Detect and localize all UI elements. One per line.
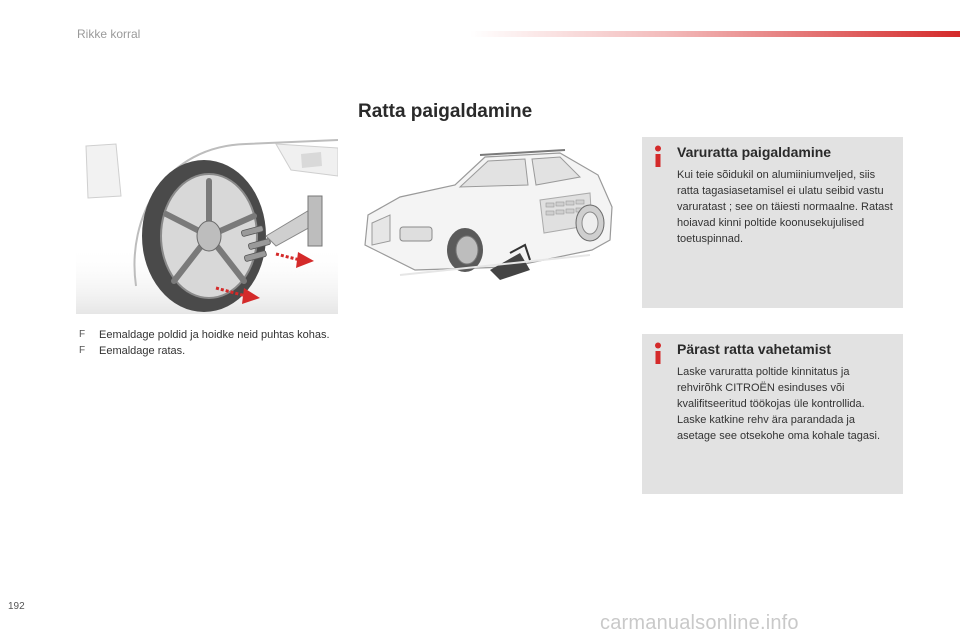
step-text: Eemaldage ratas. — [99, 345, 186, 357]
list-item — [79, 327, 339, 343]
section-title: Rikke korral — [77, 27, 141, 41]
info-box-title: Varuratta paigaldamine — [677, 144, 832, 160]
info-box-title: Pärast ratta vahetamist — [677, 341, 832, 357]
info-icon — [652, 145, 664, 167]
wheel-removal-illustration — [76, 136, 338, 314]
info-box-text: Kui teie sõidukil on alumiiniumveljed, siis ratta tagasiasetamisel ei ulatu seibid vastu varuratast ; see on täiesti normaalne. Ratast hoiavad kinni poltide koonusekujulised toetuspinnad. — [677, 169, 893, 245]
instruction-list — [79, 327, 339, 359]
page-number: 192 — [8, 601, 25, 612]
list-bullet: F — [79, 345, 86, 356]
info-box-after-change — [642, 334, 903, 494]
page-title: Ratta paigaldamine — [358, 101, 533, 122]
list-bullet: F — [79, 329, 86, 340]
info-icon — [652, 342, 664, 364]
watermark: carmanualsonline.info — [600, 612, 799, 634]
car-with-jack-illustration — [360, 145, 618, 295]
info-box-spare-wheel — [642, 137, 903, 308]
step-text: Eemaldage poldid ja hoidke neid puhtas kohas. — [99, 329, 330, 341]
header-accent-bar — [470, 31, 960, 37]
list-item — [79, 343, 339, 359]
info-box-text: Laske varuratta poltide kinnitatus ja rehvirõhk CITROËN esinduses või kvalifitseeritud töökojas üle kontrollida. Laske katkine rehv ära parandada ja asetage see otsekohe oma kohale tagasi. — [677, 366, 881, 442]
